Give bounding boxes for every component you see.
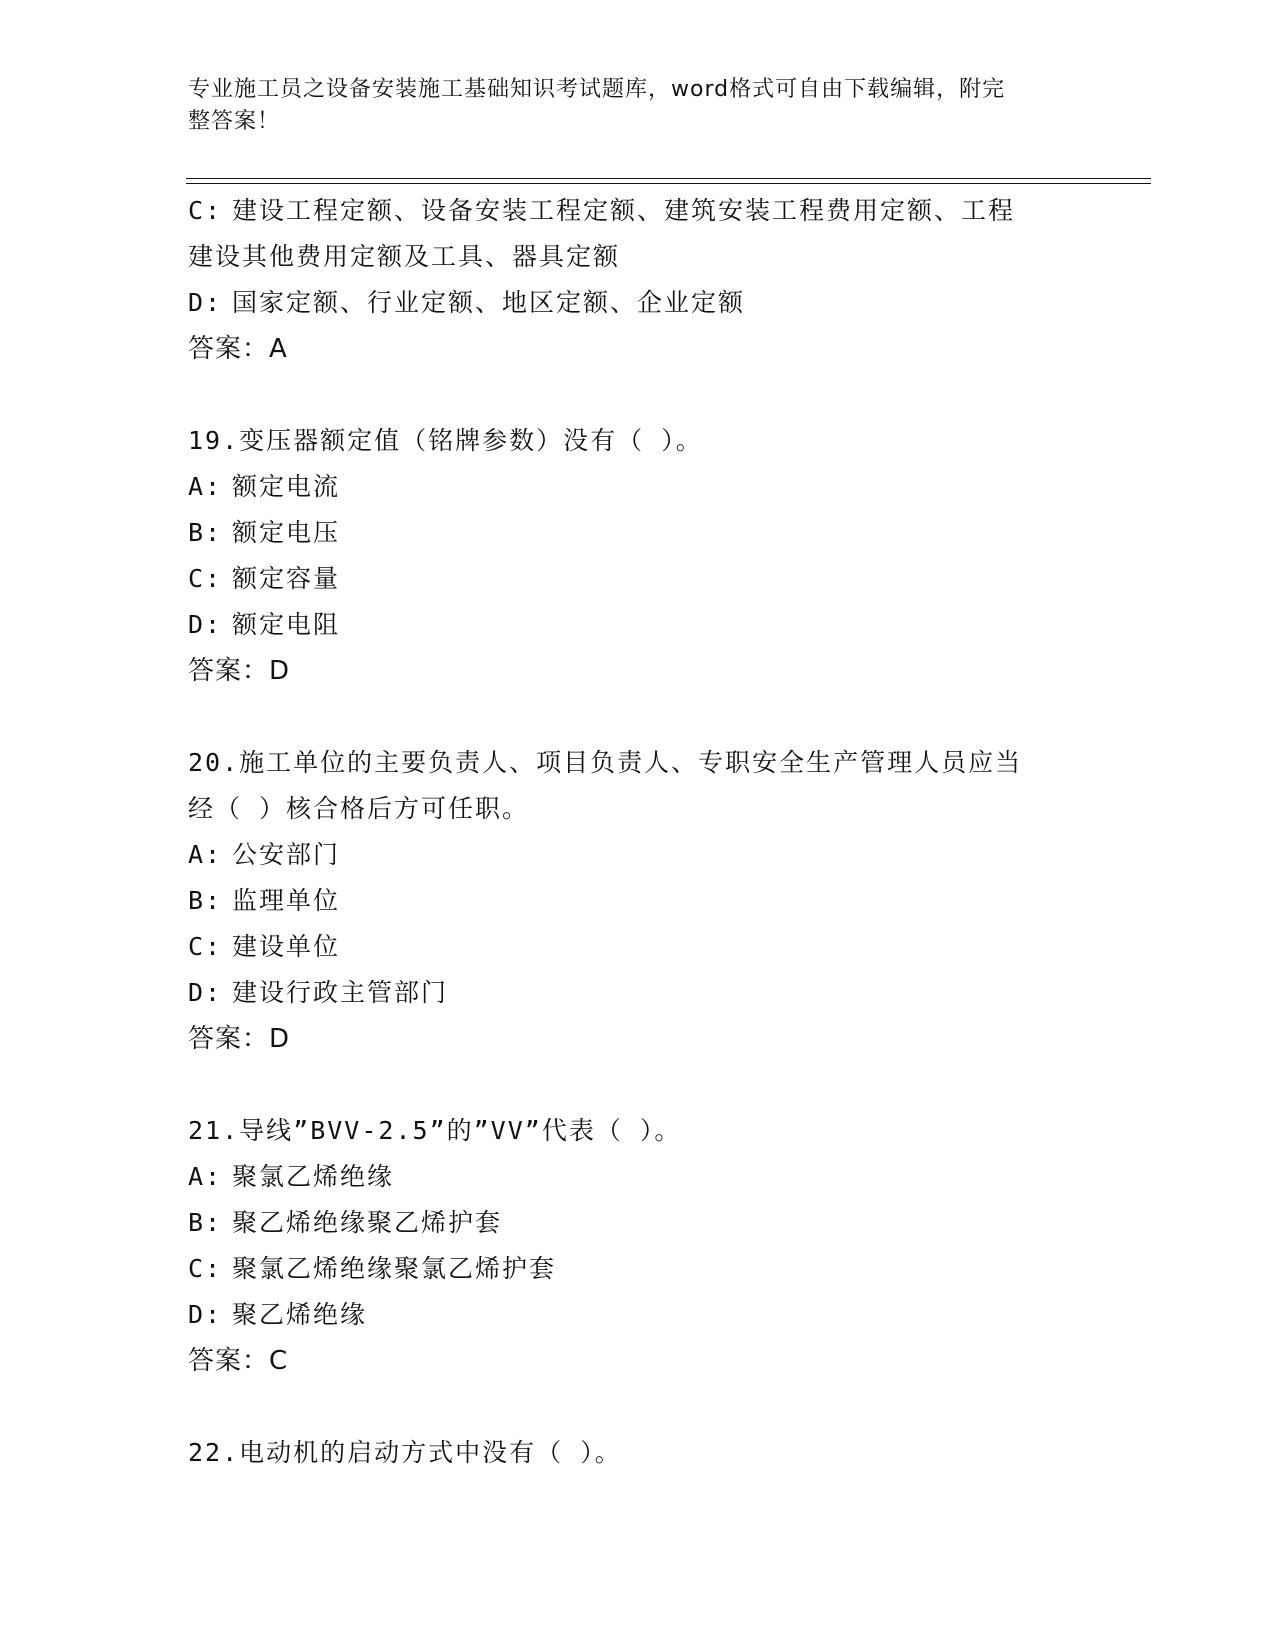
question-list — [188, 188, 1088, 1476]
header-line-1: 专业施工员之设备安装施工基础知识考试题库，word格式可自由下载编辑，附完 — [188, 77, 1006, 102]
option-b — [188, 510, 1088, 556]
option-letter: D: — [188, 978, 223, 1007]
option-letter: C: — [188, 932, 223, 961]
option-c-continued: 建设其他费用定额及工具、器具定额 — [188, 242, 621, 271]
option-text: 聚氯乙烯绝缘 — [232, 1162, 395, 1191]
option-letter: D: — [188, 610, 223, 639]
question-stem: 22.电动机的启动方式中没有（ ）。 — [188, 1438, 622, 1467]
option-text: 建设行政主管部门 — [232, 978, 449, 1007]
header-line-2: 整答案！ — [188, 109, 281, 134]
question-18-continued — [188, 188, 1088, 372]
option-d — [188, 280, 1088, 326]
answer-line: 答案：A — [188, 334, 288, 364]
question-20 — [188, 740, 1088, 1062]
option-letter: A: — [188, 840, 223, 869]
option-d — [188, 970, 1088, 1016]
question-stem: 19.变压器额定值（铭牌参数）没有（ ）。 — [188, 426, 703, 455]
option-text: 建设单位 — [232, 932, 341, 961]
option-text: 公安部门 — [232, 840, 341, 869]
option-letter: C: — [188, 196, 223, 225]
option-letter: B: — [188, 518, 223, 547]
option-c — [188, 1246, 1088, 1292]
option-letter: B: — [188, 1208, 223, 1237]
document-header — [188, 74, 1068, 138]
option-letter: B: — [188, 886, 223, 915]
option-text: 额定电压 — [232, 518, 341, 547]
option-b — [188, 878, 1088, 924]
option-b — [188, 1200, 1088, 1246]
option-text: 额定电阻 — [232, 610, 341, 639]
option-letter: A: — [188, 1162, 223, 1191]
header-divider-bottom — [186, 183, 1151, 184]
question-stem: 21.导线”BVV-2.5”的”VV”代表（ ）。 — [188, 1116, 682, 1145]
answer-line: 答案：D — [188, 1024, 291, 1054]
option-text: 聚乙烯绝缘 — [232, 1300, 368, 1329]
answer-line: 答案：C — [188, 1346, 289, 1376]
option-letter: A: — [188, 472, 223, 501]
question-stem: 20.施工单位的主要负责人、项目负责人、专职安全生产管理人员应当 — [188, 748, 1023, 777]
option-a — [188, 1154, 1088, 1200]
option-c — [188, 188, 1088, 234]
option-letter: D: — [188, 288, 223, 317]
header-divider-top — [186, 178, 1151, 179]
question-stem-continued: 经（ ）核合格后方可任职。 — [188, 794, 530, 823]
option-text: 额定电流 — [232, 472, 341, 501]
question-22 — [188, 1430, 1088, 1476]
option-text: 监理单位 — [232, 886, 341, 915]
option-c — [188, 556, 1088, 602]
option-letter: D: — [188, 1300, 223, 1329]
option-text: 聚乙烯绝缘聚乙烯护套 — [232, 1208, 503, 1237]
option-text: 额定容量 — [232, 564, 341, 593]
answer-line: 答案：D — [188, 656, 291, 686]
option-d — [188, 602, 1088, 648]
option-text: 建设工程定额、设备安装工程定额、建筑安装工程费用定额、工程 — [232, 196, 1016, 225]
question-19 — [188, 418, 1088, 694]
option-letter: C: — [188, 564, 223, 593]
option-text: 国家定额、行业定额、地区定额、企业定额 — [232, 288, 746, 317]
option-text: 聚氯乙烯绝缘聚氯乙烯护套 — [232, 1254, 557, 1283]
option-d — [188, 1292, 1088, 1338]
option-a — [188, 832, 1088, 878]
option-c — [188, 924, 1088, 970]
question-21 — [188, 1108, 1088, 1384]
option-a — [188, 464, 1088, 510]
option-letter: C: — [188, 1254, 223, 1283]
